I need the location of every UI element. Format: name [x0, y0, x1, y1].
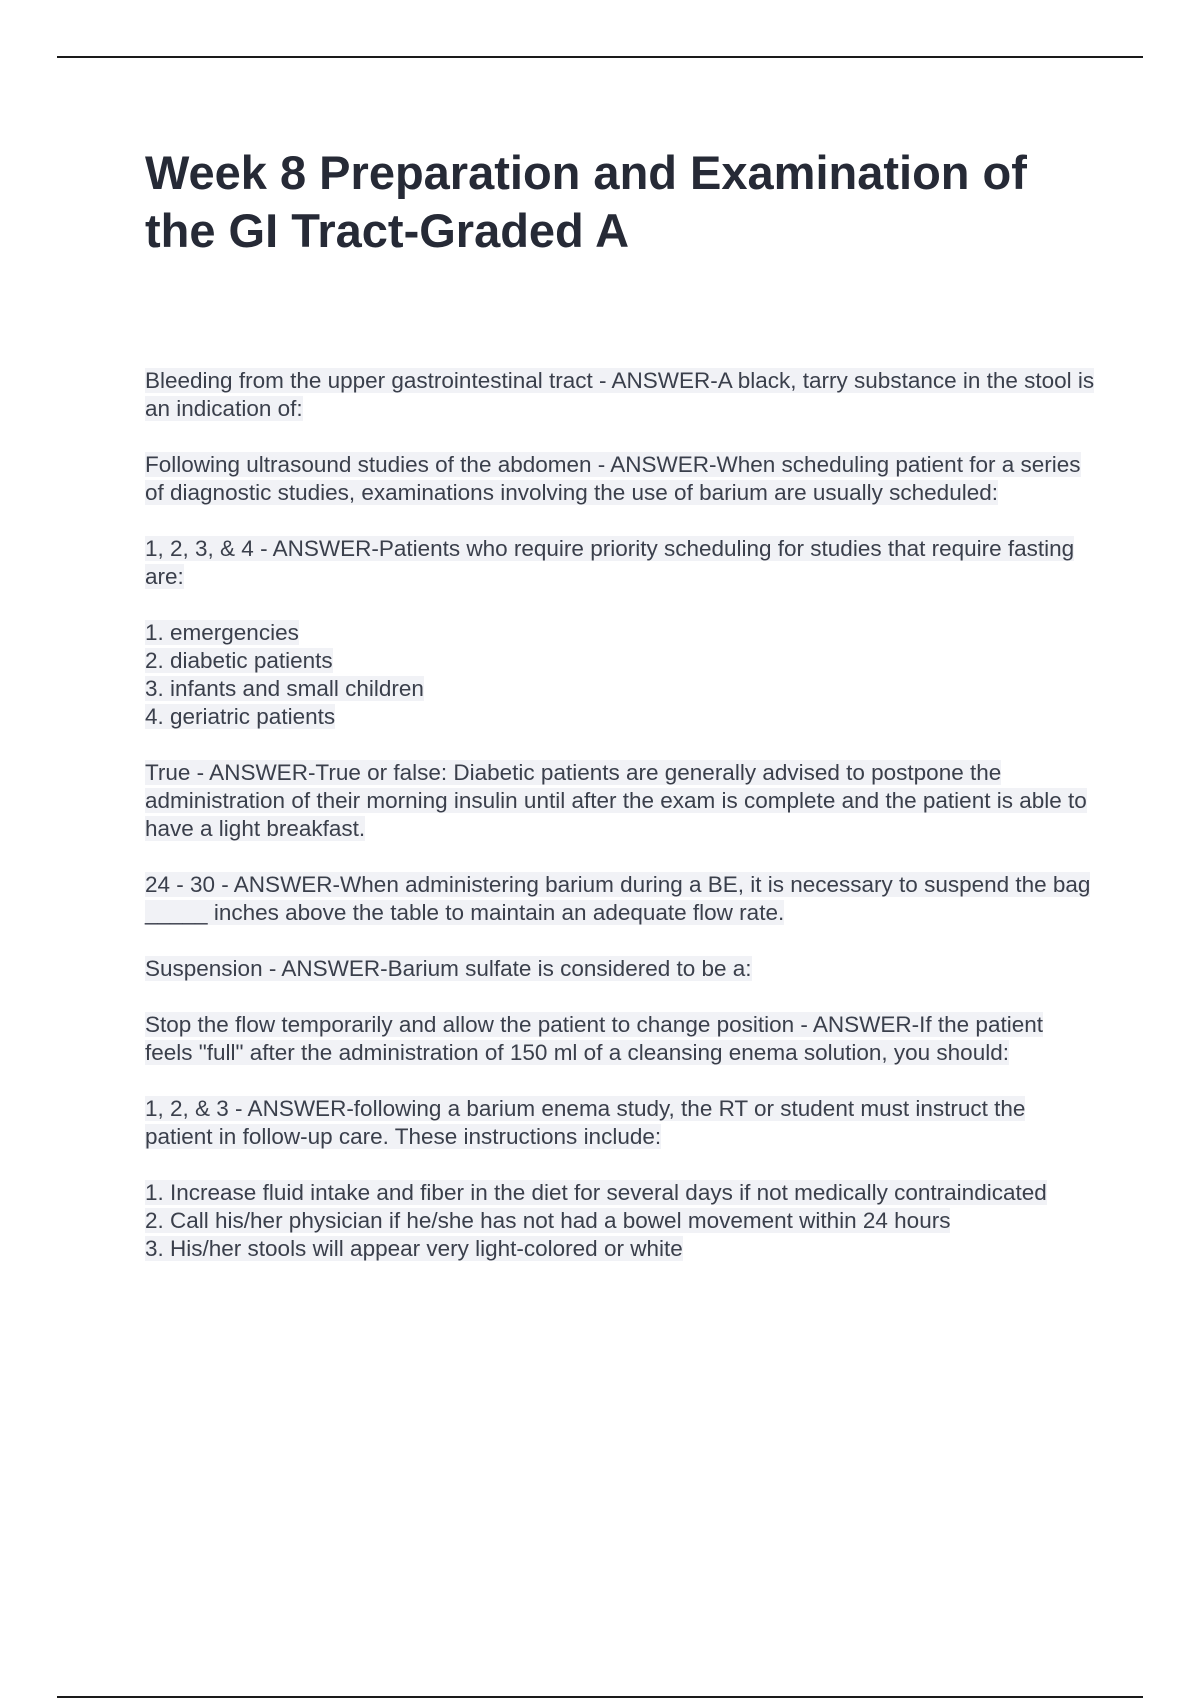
qa-item-2: [145, 451, 1095, 507]
qa-item-1: [145, 367, 1095, 423]
list-item: 2. Call his/her physician if he/she has not had a bowel movement within 24 hours: [145, 1208, 951, 1233]
qa-text: Suspension - ANSWER-Barium sulfate is considered to be a:: [145, 956, 752, 981]
list-item: 1. Increase fluid intake and fiber in the diet for several days if not medically contraindicated: [145, 1180, 1047, 1205]
qa-text: 24 - 30 - ANSWER-When administering barium during a BE, it is necessary to suspend the bag _____ inches above the table to maintain an adequate flow rate.: [145, 872, 1091, 925]
qa-item-8: [145, 1095, 1095, 1151]
qa-item-6: [145, 955, 1095, 983]
qa-text: Following ultrasound studies of the abdomen - ANSWER-When scheduling patient for a series of diagnostic studies, examinations involving the use of barium are usually scheduled:: [145, 452, 1081, 505]
list-item: 3. His/her stools will appear very light-colored or white: [145, 1236, 683, 1261]
list-item: 1. emergencies: [145, 620, 299, 645]
qa-text: Stop the flow temporarily and allow the patient to change position - ANSWER-If the patient feels "full" after the administration of 150 ml of a cleansing enema solution, you should:: [145, 1012, 1043, 1065]
qa-text: Bleeding from the upper gastrointestinal tract - ANSWER-A black, tarry substance in the stool is an indication of:: [145, 368, 1095, 421]
qa-3-list: [145, 619, 1095, 731]
list-item: 4. geriatric patients: [145, 704, 336, 729]
list-item: 2. diabetic patients: [145, 648, 333, 673]
qa-8-list: [145, 1179, 1095, 1263]
bottom-divider: [57, 1696, 1143, 1698]
list-item: 3. infants and small children: [145, 676, 424, 701]
qa-item-5: [145, 871, 1095, 927]
qa-item-4: [145, 759, 1095, 843]
qa-item-3: [145, 535, 1095, 591]
qa-text: True - ANSWER-True or false: Diabetic patients are generally advised to postpone the administration of their morning insulin until after the exam is complete and the patient is able to have a light breakfast.: [145, 760, 1087, 841]
qa-item-7: [145, 1011, 1095, 1067]
document-title: Week 8 Preparation and Examination of the GI Tract-Graded A: [145, 146, 1027, 257]
document-body: [145, 367, 1095, 1291]
top-divider: [57, 56, 1143, 58]
qa-text: 1, 2, 3, & 4 - ANSWER-Patients who require priority scheduling for studies that require fasting are:: [145, 536, 1075, 589]
qa-text: 1, 2, & 3 - ANSWER-following a barium enema study, the RT or student must instruct the patient in follow-up care. These instructions include:: [145, 1096, 1026, 1149]
